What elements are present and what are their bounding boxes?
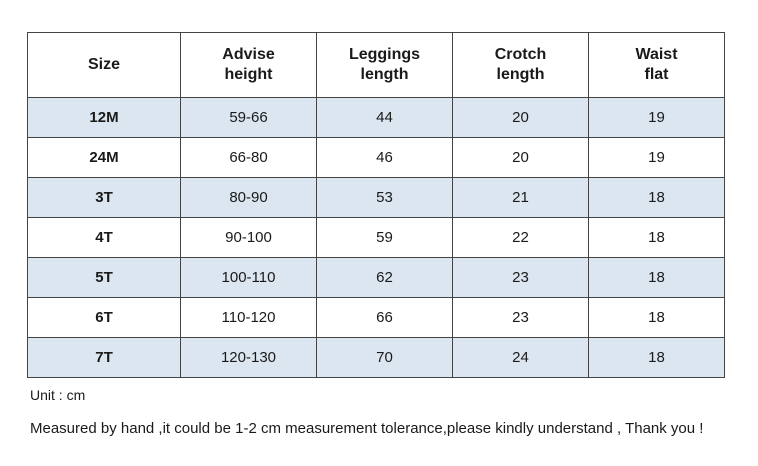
crotch-length-cell: 23 bbox=[453, 258, 589, 298]
table-row bbox=[28, 138, 725, 178]
header-crotch-length: Crotch length bbox=[453, 33, 589, 98]
waist-flat-cell: 18 bbox=[589, 298, 725, 338]
leggings-length-cell: 46 bbox=[317, 138, 453, 178]
leggings-length-cell: 53 bbox=[317, 178, 453, 218]
crotch-length-cell: 20 bbox=[453, 98, 589, 138]
table-row bbox=[28, 258, 725, 298]
measurement-tolerance-note: Measured by hand ,it could be 1-2 cm measurement tolerance,please kindly understand , Thank you ! bbox=[30, 420, 704, 437]
waist-flat-cell: 19 bbox=[589, 98, 725, 138]
crotch-length-cell: 24 bbox=[453, 338, 589, 378]
crotch-length-cell: 23 bbox=[453, 298, 589, 338]
size-cell: 3T bbox=[28, 178, 181, 218]
table-row bbox=[28, 218, 725, 258]
header-size: Size bbox=[28, 33, 181, 98]
waist-flat-cell: 18 bbox=[589, 178, 725, 218]
size-chart-table bbox=[27, 32, 725, 378]
unit-note: Unit : cm bbox=[30, 387, 86, 403]
size-cell: 6T bbox=[28, 298, 181, 338]
table-row bbox=[28, 98, 725, 138]
crotch-length-cell: 20 bbox=[453, 138, 589, 178]
size-cell: 7T bbox=[28, 338, 181, 378]
table-row bbox=[28, 298, 725, 338]
leggings-length-cell: 44 bbox=[317, 98, 453, 138]
advise-height-cell: 80-90 bbox=[181, 178, 317, 218]
leggings-length-cell: 59 bbox=[317, 218, 453, 258]
crotch-length-cell: 22 bbox=[453, 218, 589, 258]
advise-height-cell: 120-130 bbox=[181, 338, 317, 378]
crotch-length-cell: 21 bbox=[453, 178, 589, 218]
advise-height-cell: 59-66 bbox=[181, 98, 317, 138]
advise-height-cell: 110-120 bbox=[181, 298, 317, 338]
size-cell: 4T bbox=[28, 218, 181, 258]
table-header-row bbox=[28, 33, 725, 98]
header-waist-flat: Waist flat bbox=[589, 33, 725, 98]
advise-height-cell: 90-100 bbox=[181, 218, 317, 258]
table-row bbox=[28, 338, 725, 378]
waist-flat-cell: 18 bbox=[589, 218, 725, 258]
leggings-length-cell: 62 bbox=[317, 258, 453, 298]
waist-flat-cell: 18 bbox=[589, 258, 725, 298]
advise-height-cell: 100-110 bbox=[181, 258, 317, 298]
header-leggings-length: Leggings length bbox=[317, 33, 453, 98]
table-row bbox=[28, 178, 725, 218]
size-cell: 5T bbox=[28, 258, 181, 298]
leggings-length-cell: 70 bbox=[317, 338, 453, 378]
header-advise-height: Advise height bbox=[181, 33, 317, 98]
size-cell: 12M bbox=[28, 98, 181, 138]
leggings-length-cell: 66 bbox=[317, 298, 453, 338]
advise-height-cell: 66-80 bbox=[181, 138, 317, 178]
waist-flat-cell: 19 bbox=[589, 138, 725, 178]
size-cell: 24M bbox=[28, 138, 181, 178]
waist-flat-cell: 18 bbox=[589, 338, 725, 378]
